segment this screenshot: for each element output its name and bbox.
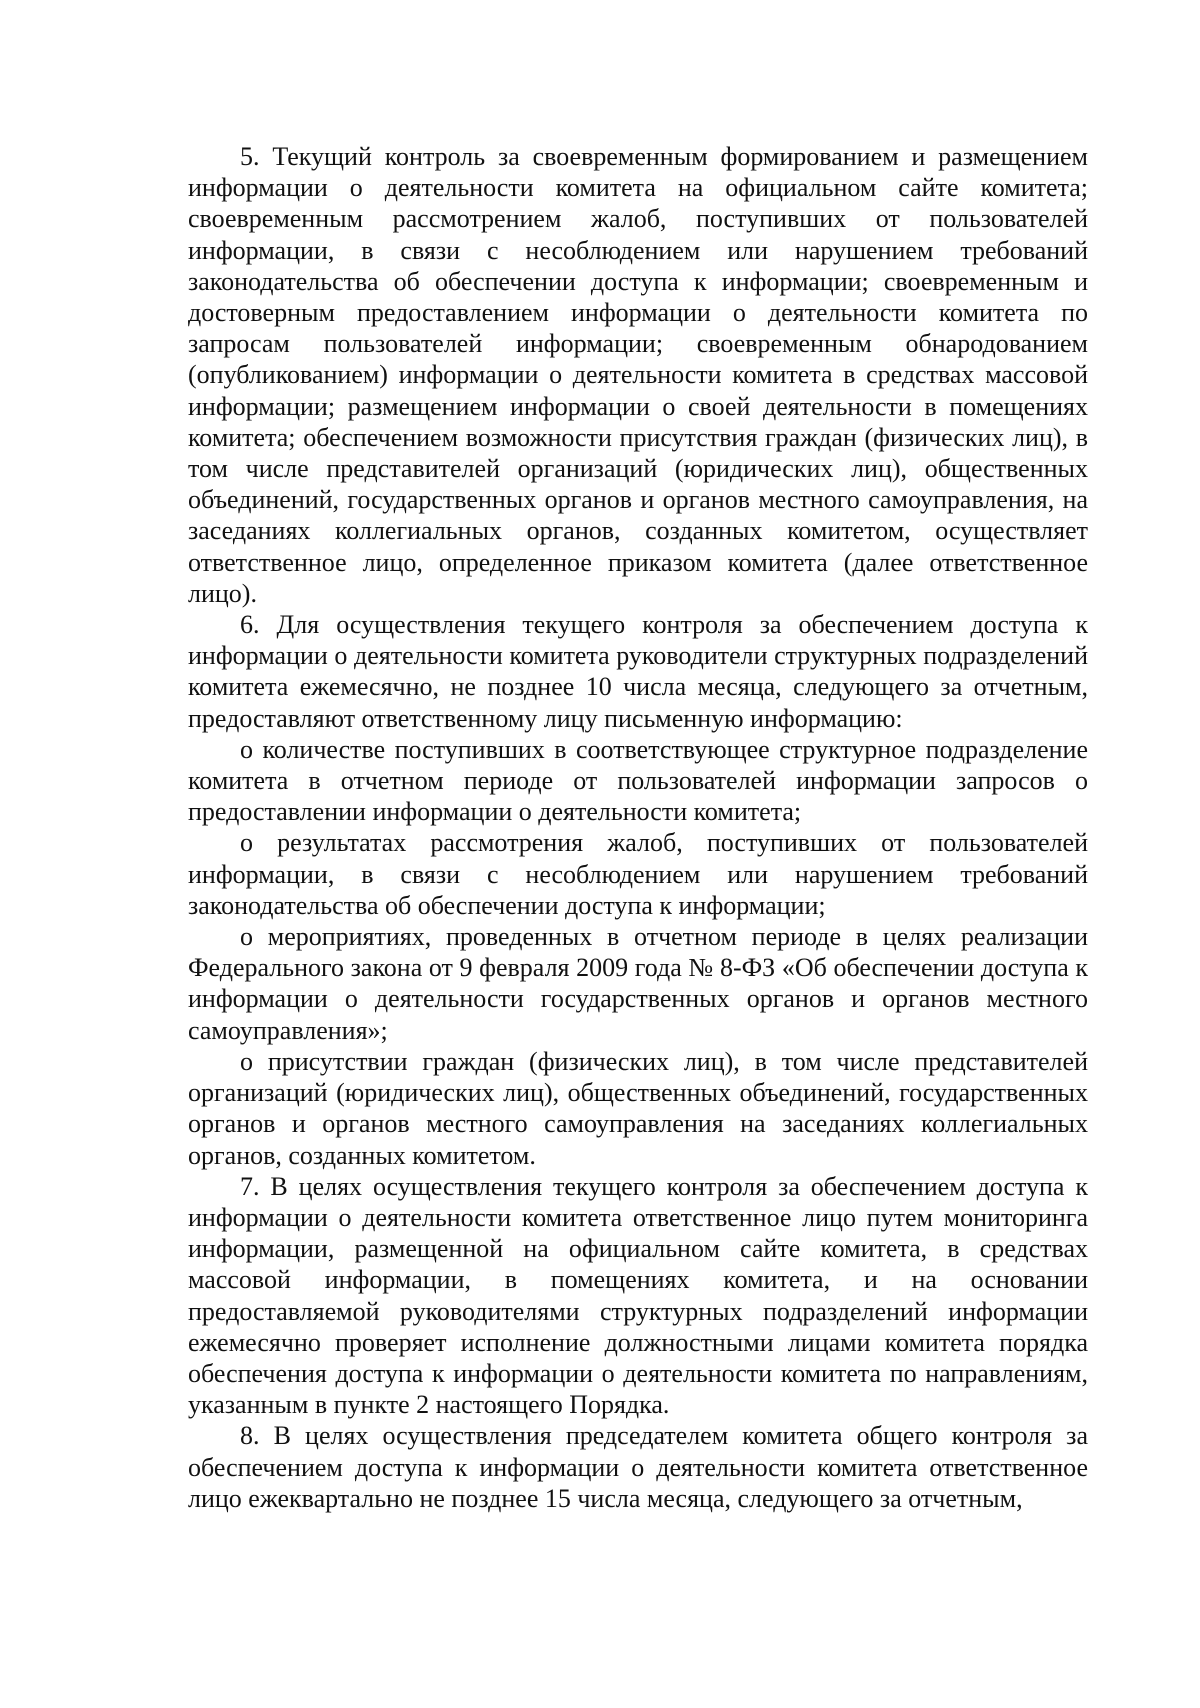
- paragraph-5: 5. Текущий контроль за своевременным формированием и размещением информации о деятельности комитета на официальном сайте комитета; своевременным рассмотрением жалоб, поступивших от пользователей информации, в связи с несоблюдением или нарушением требований законодательства об обеспечении доступа к информации; своевременным и достоверным предоставлением информации о деятельности комитета по запросам пользователей информации; своевременным обнародованием (опубликованием) информации о деятельности комитета в средствах массовой информации; размещением информации о своей деятельности в помещениях комитета; обеспечением возможности присутствия граждан (физических лиц), в том числе представителей организаций (юридических лиц), общественных объединений, государственных органов и органов местного самоуправления, на заседаниях коллегиальных органов, созданных комитетом, осуществляет ответственное лицо, определенное приказом комитета (далее ответственное лицо).: [188, 142, 1088, 608]
- paragraph-8: 8. В целях осуществления председателем комитета общего контроля за обеспечением доступа к информации о деятельности комитета ответственное лицо ежеквартально не позднее 15 числа месяца, следующего за отчетным,: [188, 1421, 1088, 1513]
- paragraph-6: 6. Для осуществления текущего контроля за обеспечением доступа к информации о деятельности комитета руководители структурных подразделений комитета ежемесячно, не позднее 10 числа месяца, следующего за отчетным, предоставляют ответственному лицу письменную информацию:: [188, 610, 1088, 733]
- paragraph-6-item-requests: о количестве поступивших в соответствующее структурное подразделение комитета в отчетном периоде от пользователей информации запросов о предоставлении информации о деятельности комитета;: [188, 734, 1088, 827]
- paragraph-7: 7. В целях осуществления текущего контроля за обеспечением доступа к информации о деятельности комитета ответственное лицо путем мониторинга информации, размещенной на официальном сайте комитета, в средствах массовой информации, в помещениях комитета, и на основании предоставляемой руководителями структурных подразделений информации ежемесячно проверяет исполнение должностными лицами комитета порядка обеспечения доступа к информации о деятельности комитета по направлениям, указанным в пункте 2 настоящего Порядка.: [188, 1171, 1088, 1420]
- paragraph-6-item-complaints: о результатах рассмотрения жалоб, поступивших от пользователей информации, в связи с несоблюдением или нарушением требований законодательства об обеспечении доступа к информации;: [188, 828, 1088, 920]
- document-body: [188, 141, 1088, 1514]
- paragraph-6-item-measures: о мероприятиях, проведенных в отчетном периоде в целях реализации Федерального закона от 9 февраля 2009 года № 8-ФЗ «Об обеспечении доступа к информации о деятельности государственных органов и органов местного самоуправления»;: [188, 922, 1088, 1045]
- paragraph-6-item-attendance: о присутствии граждан (физических лиц), в том числе представителей организаций (юридических лиц), общественных объединений, государственных органов и органов местного самоуправления на заседаниях коллегиальных органов, созданных комитетом.: [188, 1046, 1088, 1170]
